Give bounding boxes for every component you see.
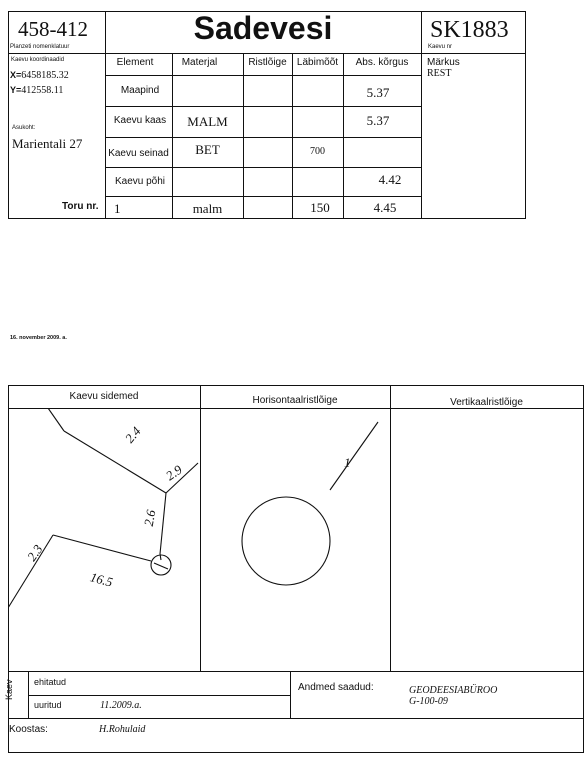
data-source-value: GEODEESIABÜROO (409, 685, 498, 696)
col-header-material: Materjal (181, 57, 218, 68)
row-element-label: Maapind (120, 85, 160, 96)
col-header-cross-section: Ristlõige (248, 57, 287, 68)
col-header-diameter: Läbimõõt (296, 57, 339, 68)
sketch-label: 16.5 (88, 569, 115, 590)
sheet-caption: Planzeti nomenklatuur (10, 44, 70, 50)
row-diameter-value: 700 (310, 146, 325, 157)
pipe-height: 4.45 (373, 200, 397, 215)
col-header-abs-height: Abs. kõrgus (355, 57, 409, 68)
row-element-label: Kaevu seinad (108, 148, 169, 159)
data-source-code: G-100-09 (409, 696, 448, 707)
pipe-diameter: 150 (310, 200, 330, 215)
row-element-label: Kaevu kaas (113, 115, 167, 126)
sketch-label: 2.6 (140, 508, 159, 528)
well-caption: Kaevu nr (428, 44, 453, 50)
sketch-label: 2.3 (23, 541, 46, 564)
pipe-number: 1 (114, 201, 121, 216)
horizontal-section-sketch (200, 408, 390, 671)
page-title: Sadevesi (193, 10, 333, 46)
sketch-label: 1 (344, 455, 351, 470)
sheet-number: 458-412 (18, 17, 88, 41)
section-title-vertical: Vertikaalristlõige (450, 397, 523, 408)
row-height-value: 5.37 (366, 85, 390, 100)
compiled-label: Koostas: (9, 724, 48, 735)
row-material-value: MALM (187, 114, 228, 129)
built-label: ehitatud (34, 677, 67, 687)
location-caption: Asukoht: (12, 125, 36, 131)
pipe-label: Toru nr. (62, 201, 99, 212)
side-label: Kaev (4, 679, 14, 700)
row-material-value: BET (195, 142, 220, 157)
row-height-value: 4.42 (378, 172, 402, 187)
x-value: 6458185.32 (21, 70, 69, 81)
pipe-material: malm (192, 201, 223, 216)
row-element-label: Kaevu põhi (114, 176, 166, 187)
compiled-value: H.Rohulaid (99, 724, 146, 735)
connections-sketch (8, 408, 200, 671)
well-id: SK1883 (430, 17, 509, 43)
y-coordinate (10, 85, 63, 96)
date-stamp: 16. november 2009. a. (10, 335, 67, 341)
location-value: Marientali 27 (12, 136, 83, 151)
data-source-label: Andmed saadud: (298, 682, 374, 693)
y-label: Y= (10, 85, 22, 95)
row-height-value: 5.37 (366, 113, 390, 128)
sketch-label: 2.9 (162, 461, 185, 484)
section-title-horizontal: Horisontaalristlõige (252, 395, 338, 406)
section-title-connections: Kaevu sidemed (69, 391, 139, 402)
col-header-element: Element (116, 57, 154, 68)
y-value: 412558.11 (21, 85, 64, 96)
sketch-label: 2.4 (121, 423, 144, 446)
remarks-header: Märkus (427, 57, 460, 68)
x-label: X= (10, 70, 22, 80)
coordinates-caption: Kaevu koordinaadid (11, 57, 65, 63)
surveyed-label: uuritud (34, 700, 62, 710)
surveyed-value: 11.2009.a. (100, 700, 142, 711)
remarks-value: REST (427, 68, 452, 79)
x-coordinate (10, 70, 69, 81)
